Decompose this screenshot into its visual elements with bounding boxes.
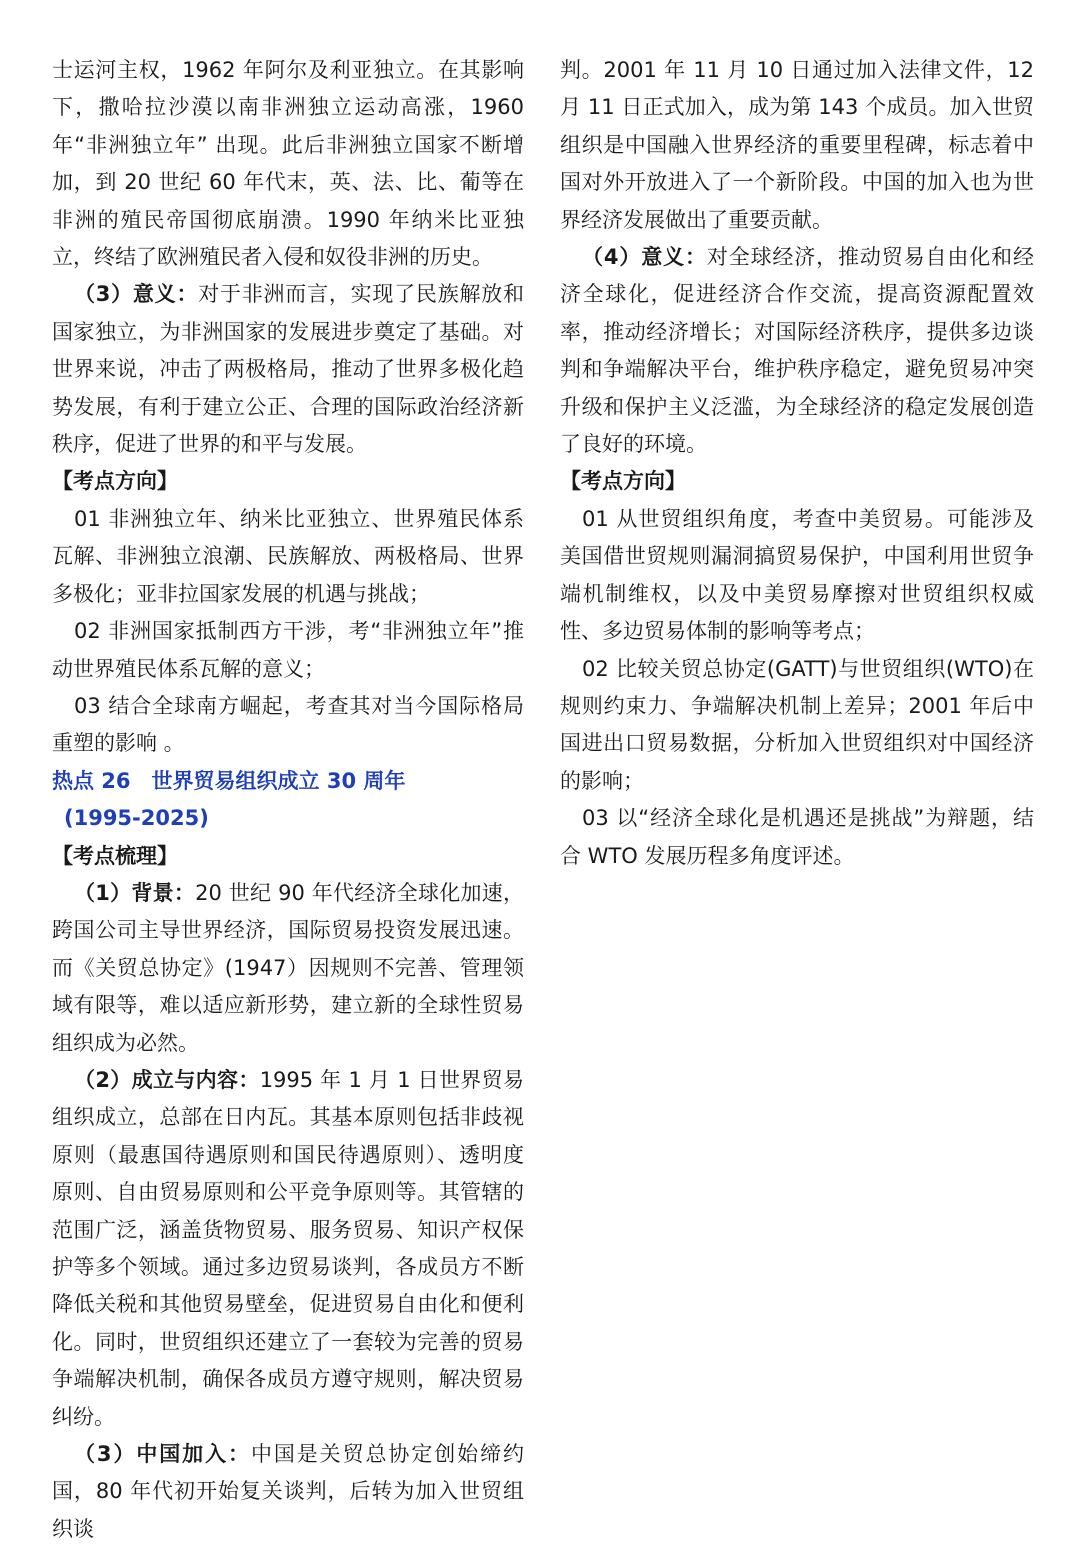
section-china-accession [52,1436,524,1548]
exam-direction-item: 03 以“经济全球化是机遇还是挑战”为辩题，结合 WTO 发展历程多角度评述。 [560,806,1034,868]
exam-direction-item: 01 从世贸组织角度，考查中美贸易。可能涉及美国借世贸规则漏洞搞贸易保护，中国利用世贸争端机制维权，以及中美贸易摩擦对世贸组织权威性、多边贸易体制的影响等考点； [560,506,1034,644]
exam-direction-item: 01 非洲独立年、纳米比亚独立、世界殖民体系瓦解、非洲独立浪潮、民族解放、两极格局、世界多极化；亚非拉国家发展的机遇与挑战； [52,506,524,606]
section-text: 对于非洲而言，实现了民族解放和国家独立，为非洲国家的发展进步奠定了基础。对世界来说，冲击了两极格局，推动了世界多极化趋势发展，有利于建立公正、合理的国际政治经济新秩序，促进了世界的和平与发展。 [52,282,524,457]
hotspot-title: 热点 26 世界贸易组织成立 30 周年 [52,768,406,793]
exam-sort-header: 【考点梳理】 [52,843,178,868]
section-text: 对全球经济，推动贸易自由化和经济全球化，促进经济合作交流，提高资源配置效率，推动经济增长；对国际经济秩序，提供多边谈判和争端解决平台，维护秩序稳定，避免贸易冲突升级和保护主义泛滥，为全球经济的稳定发展创造了良好的环境。 [560,245,1034,457]
section-background [52,875,524,1062]
paragraph-china-accession-cont: 判。2001 年 11 月 10 日通过加入法律文件，12 月 11 日正式加入，成为第 143 个成员。加入世贸组织是中国融入世界经济的重要里程碑，标志着中国对外开放进入了一个新阶段。中国的加入也为世界经济发展做出了重要贡献。 [560,58,1034,232]
section-establishment [52,1062,524,1436]
section-label: （2）成立与内容： [74,1067,260,1092]
section-label: （3）意义： [74,282,199,307]
paragraph-africa-independence: 士运河主权，1962 年阿尔及利亚独立。在其影响下，撒哈拉沙漠以南非洲独立运动高涨，1960 年“非洲独立年” 出现。此后非洲独立国家不断增加，到 20 世纪 60 年代末，英、法、比、葡等在非洲的殖民帝国彻底崩溃。1990 年纳米比亚独立，终结了欧洲殖民者入侵和奴役非洲的历史。 [52,58,524,270]
right-column [560,52,1034,875]
section-label: （4）意义： [582,245,707,270]
section-significance-africa [52,276,524,463]
section-text: 1995 年 1 月 1 日世界贸易组织成立，总部在日内瓦。其基本原则包括非歧视原则（最惠国待遇原则和国民待遇原则）、透明度原则、自由贸易原则和公平竞争原则等。其管辖的范围广泛，涵盖货物贸易、服务贸易、知识产权保护等多个领域。通过多边贸易谈判，各成员方不断降低关税和其他贸易壁垒，促进贸易自由化和便利化。同时，世贸组织还建立了一套较为完善的贸易争端解决机制，确保各成员方遵守规则，解决贸易纠纷。 [52,1067,524,1429]
exam-direction-item: 02 非洲国家抵制西方干涉，考“非洲独立年”推动世界殖民体系瓦解的意义； [52,619,524,681]
section-text: 中国是关贸总协定创始缔约国，80 年代初开始复关谈判，后转为加入世贸组织谈 [52,1442,524,1541]
exam-direction-item: 03 结合全球南方崛起，考查其对当今国际格局重塑的影响 。 [52,693,524,756]
exam-direction-header: 【考点方向】 [560,469,686,494]
section-significance-wto [560,239,1034,463]
hotspot-years: (1995-2025) [64,806,209,831]
exam-direction-item: 02 比较关贸总协定(GATT)与世贸组织(WTO)在规则约束力、争端解决机制上差异；2001 年后中国进出口贸易数据，分析加入世贸组织对中国经济的影响； [560,656,1034,793]
section-label: （3）中国加入： [74,1442,251,1467]
exam-direction-header: 【考点方向】 [52,469,178,494]
section-text: 20 世纪 90 年代经济全球化加速，跨国公司主导世界经济，国际贸易投资发展迅速。而《关贸总协定》(1947）因规则不完善、管理领域有限等，难以适应新形势，建立新的全球性贸易组织成为必然。 [52,880,524,1055]
left-column [52,52,524,1548]
section-label: （1）背景： [74,880,196,905]
